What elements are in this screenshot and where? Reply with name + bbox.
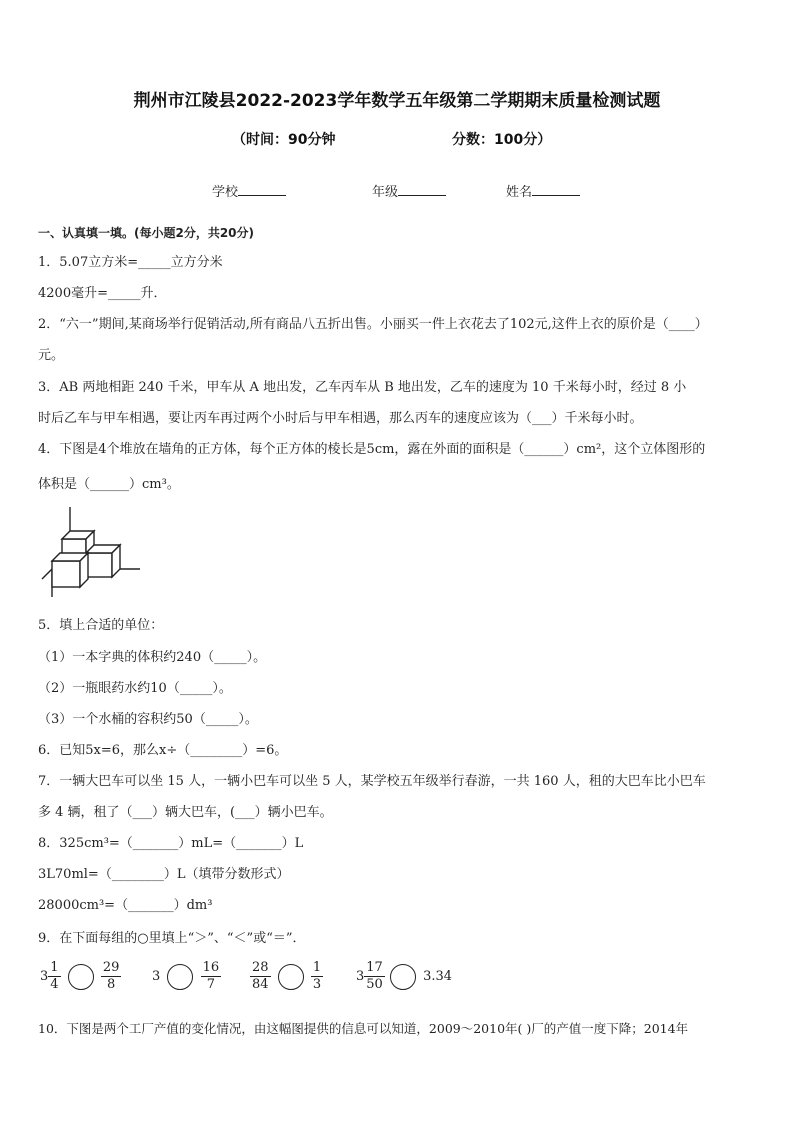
question-3b: 时后乙车与甲车相遇，要让丙车再过两个小时后与甲车相遇，那么丙车的速度应该为（___）千米每小时。 xyxy=(38,411,643,426)
right-number: 3.34 xyxy=(423,969,453,984)
compare-group-2 xyxy=(152,960,221,993)
grade-blank[interactable] xyxy=(398,183,446,196)
fraction xyxy=(201,960,222,993)
compare-circle[interactable] xyxy=(390,964,416,990)
denominator: 50 xyxy=(366,977,383,992)
section-heading: 一、认真填一填。(每小题2分，共20分) xyxy=(38,226,255,240)
question-4a: 4．下图是4个堆放在墙角的正方体，每个正方体的棱长是5cm，露在外面的面积是（______）cm²，这个立体图形的 xyxy=(38,442,706,457)
grade-label: 年级 xyxy=(372,185,399,200)
compare-circle[interactable] xyxy=(68,964,94,990)
fraction xyxy=(48,960,60,993)
question-6: 6．已知5x=6，那么x÷（________）=6。 xyxy=(38,743,288,758)
numerator: 16 xyxy=(202,960,220,975)
grade-field[interactable] xyxy=(372,181,446,200)
stacked-cubes-figure xyxy=(40,505,144,601)
numerator: 29 xyxy=(102,960,120,975)
numerator: 1 xyxy=(50,960,59,975)
question-1a: 1．5.07立方米=_____立方分米 xyxy=(38,255,223,270)
page-title: 荆州市江陵县2022-2023学年数学五年级第二学期期末质量检测试题 xyxy=(133,91,661,111)
question-7b: 多 4 辆，租了（___）辆大巴车，(___）辆小巴车。 xyxy=(38,805,333,820)
exam-time: （时间：90分钟 xyxy=(232,132,336,148)
question-2b: 元。 xyxy=(38,348,65,363)
fraction xyxy=(364,960,385,993)
name-label: 姓名 xyxy=(506,185,533,200)
question-10: 10．下图是两个工厂产值的变化情况，由这幅图提供的信息可以知道，2009～2010年( )厂的产值一度下降；2014年 xyxy=(38,1021,689,1036)
name-field[interactable] xyxy=(506,181,580,200)
question-5-item: （3）一个水桶的容积约50（_____）。 xyxy=(38,712,258,727)
fraction xyxy=(101,960,122,993)
numerator: 1 xyxy=(312,960,322,975)
denominator: 7 xyxy=(206,977,215,992)
left-number: 3 xyxy=(152,969,161,984)
school-field[interactable] xyxy=(212,181,286,200)
question-3a: 3．AB 两地相距 240 千米，甲车从 A 地出发，乙车丙车从 B 地出发，乙车的速度为 10 千米每小时，经过 8 小 xyxy=(38,380,687,395)
question-1b: 4200毫升=_____升． xyxy=(38,286,167,301)
question-5-item: （2）一瓶眼药水约10（_____）。 xyxy=(38,681,232,696)
compare-group-3 xyxy=(250,960,323,993)
compare-circle[interactable] xyxy=(278,964,304,990)
mixed-whole: 3 xyxy=(40,969,49,984)
denominator: 84 xyxy=(252,977,269,992)
numerator: 17 xyxy=(366,960,383,975)
fraction xyxy=(311,960,323,993)
question-2a: 2．“六一”期间,某商场举行促销活动,所有商品八五折出售。小丽买一件上衣花去了102元,这件上衣的原价是（____） xyxy=(38,317,708,332)
compare-circle[interactable] xyxy=(167,964,193,990)
denominator: 8 xyxy=(106,977,116,992)
denominator: 3 xyxy=(312,977,322,992)
compare-group-1 xyxy=(40,960,121,993)
question-5-item: （1）一本字典的体积约240（_____）。 xyxy=(38,650,267,665)
question-9-title: 9．在下面每组的○里填上“＞”、“＜”或“＝”． xyxy=(38,931,306,946)
school-blank[interactable] xyxy=(238,183,286,196)
question-7a: 7．一辆大巴车可以坐 15 人，一辆小巴车可以坐 5 人，某学校五年级举行春游，一共 160 人，租的大巴车比小巴车 xyxy=(38,774,706,789)
mixed-whole: 3 xyxy=(356,969,365,984)
question-5-title: 5．填上合适的单位： xyxy=(38,618,164,633)
name-blank[interactable] xyxy=(532,183,580,196)
exam-score: 分数：100分） xyxy=(452,132,552,148)
question-8a: 8．325cm³=（_______）mL=（_______）L xyxy=(38,836,304,851)
question-8c: 28000cm³=（_______）dm³ xyxy=(38,898,213,913)
school-label: 学校 xyxy=(212,185,239,200)
question-4b: 体积是（______）cm³。 xyxy=(38,477,180,492)
denominator: 4 xyxy=(50,977,59,992)
numerator: 28 xyxy=(252,960,269,975)
fraction xyxy=(250,960,271,993)
question-8b: 3L70ml=（________）L（填带分数形式） xyxy=(38,867,290,882)
compare-group-4 xyxy=(356,960,452,993)
